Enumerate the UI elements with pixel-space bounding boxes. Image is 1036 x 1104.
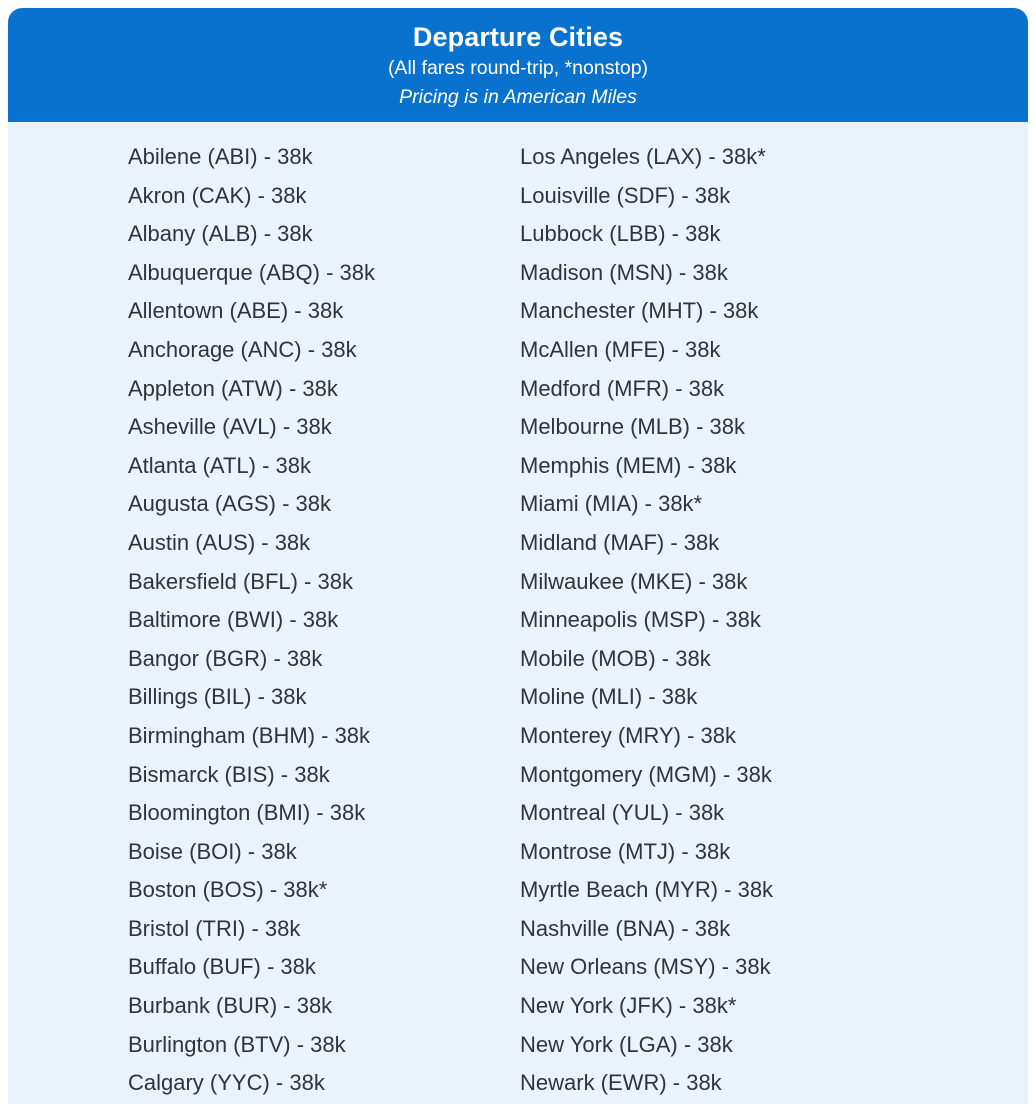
city-list-item: Bloomington (BMI) - 38k: [128, 800, 366, 826]
city-list-item: New York (JFK) - 38k*: [520, 993, 737, 1019]
city-column-left: [8, 138, 464, 1103]
city-list-item: Bakersfield (BFL) - 38k: [128, 568, 353, 594]
city-list-item: Albany (ALB) - 38k: [128, 221, 313, 247]
city-list-item: Buffalo (BUF) - 38k: [128, 954, 316, 980]
city-list-item: Albuquerque (ABQ) - 38k: [128, 259, 376, 285]
city-list-item: Billings (BIL) - 38k: [128, 684, 307, 710]
city-list-item: New York (LGA) - 38k: [520, 1031, 733, 1057]
city-list-item: Melbourne (MLB) - 38k: [520, 414, 745, 440]
city-list-item: Abilene (ABI) - 38k: [128, 144, 313, 169]
city-list-item: Milwaukee (MKE) - 38k: [520, 568, 748, 594]
city-column-right: [464, 138, 1028, 1103]
page-title: Departure Cities: [412, 22, 624, 52]
city-list-item: Monterey (MRY) - 38k: [520, 722, 736, 748]
city-list-item: Boise (BOI) - 38k: [128, 838, 297, 864]
city-list-item: Bismarck (BIS) - 38k: [128, 761, 330, 787]
city-list-item: Moline (MLI) - 38k: [520, 684, 698, 710]
city-list-item: Birmingham (BHM) - 38k: [128, 722, 371, 748]
city-list-item: Manchester (MHT) - 38k: [520, 298, 759, 324]
city-list-item: Newark (EWR) - 38k: [520, 1070, 722, 1096]
city-list-item: Burlington (BTV) - 38k: [128, 1031, 346, 1057]
city-list-item: Augusta (AGS) - 38k: [128, 491, 331, 517]
city-list-item: Boston (BOS) - 38k*: [128, 877, 328, 903]
city-list-item: Minneapolis (MSP) - 38k: [520, 607, 761, 633]
city-list-item: Allentown (ABE) - 38k: [128, 298, 344, 324]
city-list-item: Baltimore (BWI) - 38k: [128, 607, 339, 633]
city-list-item: Montgomery (MGM) - 38k: [520, 761, 772, 787]
departure-cities-card: [8, 8, 1028, 1104]
city-list-item: Memphis (MEM) - 38k: [520, 452, 737, 478]
city-list-columns: [8, 122, 1028, 1103]
city-list-item: Calgary (YYC) - 38k: [128, 1070, 325, 1096]
city-list-item: Anchorage (ANC) - 38k: [128, 336, 357, 362]
city-list-item: Los Angeles (LAX) - 38k*: [520, 144, 766, 169]
city-list-item: Louisville (SDF) - 38k: [520, 182, 731, 208]
fare-conditions-subtitle: (All fares round-trip, *nonstop): [387, 57, 649, 79]
city-list-item: Asheville (AVL) - 38k: [128, 414, 332, 440]
city-list-item: Lubbock (LBB) - 38k: [520, 221, 721, 247]
city-list-item: Austin (AUS) - 38k: [128, 529, 311, 555]
city-list-item: Montreal (YUL) - 38k: [520, 800, 725, 826]
city-list-item: Appleton (ATW) - 38k: [128, 375, 338, 401]
city-list-item: Akron (CAK) - 38k: [128, 182, 307, 208]
city-list-item: Mobile (MOB) - 38k: [520, 645, 711, 671]
city-list-item: New Orleans (MSY) - 38k: [520, 954, 771, 980]
city-list-item: Myrtle Beach (MYR) - 38k: [520, 877, 774, 903]
city-list-item: Atlanta (ATL) - 38k: [128, 452, 311, 478]
city-list-item: McAllen (MFE) - 38k: [520, 336, 721, 362]
city-list-item: Bristol (TRI) - 38k: [128, 915, 301, 941]
city-list-item: Miami (MIA) - 38k*: [520, 491, 703, 517]
city-list-item: Nashville (BNA) - 38k: [520, 915, 731, 941]
city-list-item: Midland (MAF) - 38k: [520, 529, 720, 555]
city-list-item: Medford (MFR) - 38k: [520, 375, 725, 401]
city-list-item: Montrose (MTJ) - 38k: [520, 838, 731, 864]
city-list-item: Bangor (BGR) - 38k: [128, 645, 323, 671]
city-list-item: Burbank (BUR) - 38k: [128, 993, 333, 1019]
city-list-item: Madison (MSN) - 38k: [520, 259, 728, 285]
card-header-banner: [8, 8, 1028, 122]
pricing-currency-note: Pricing is in American Miles: [399, 86, 637, 108]
